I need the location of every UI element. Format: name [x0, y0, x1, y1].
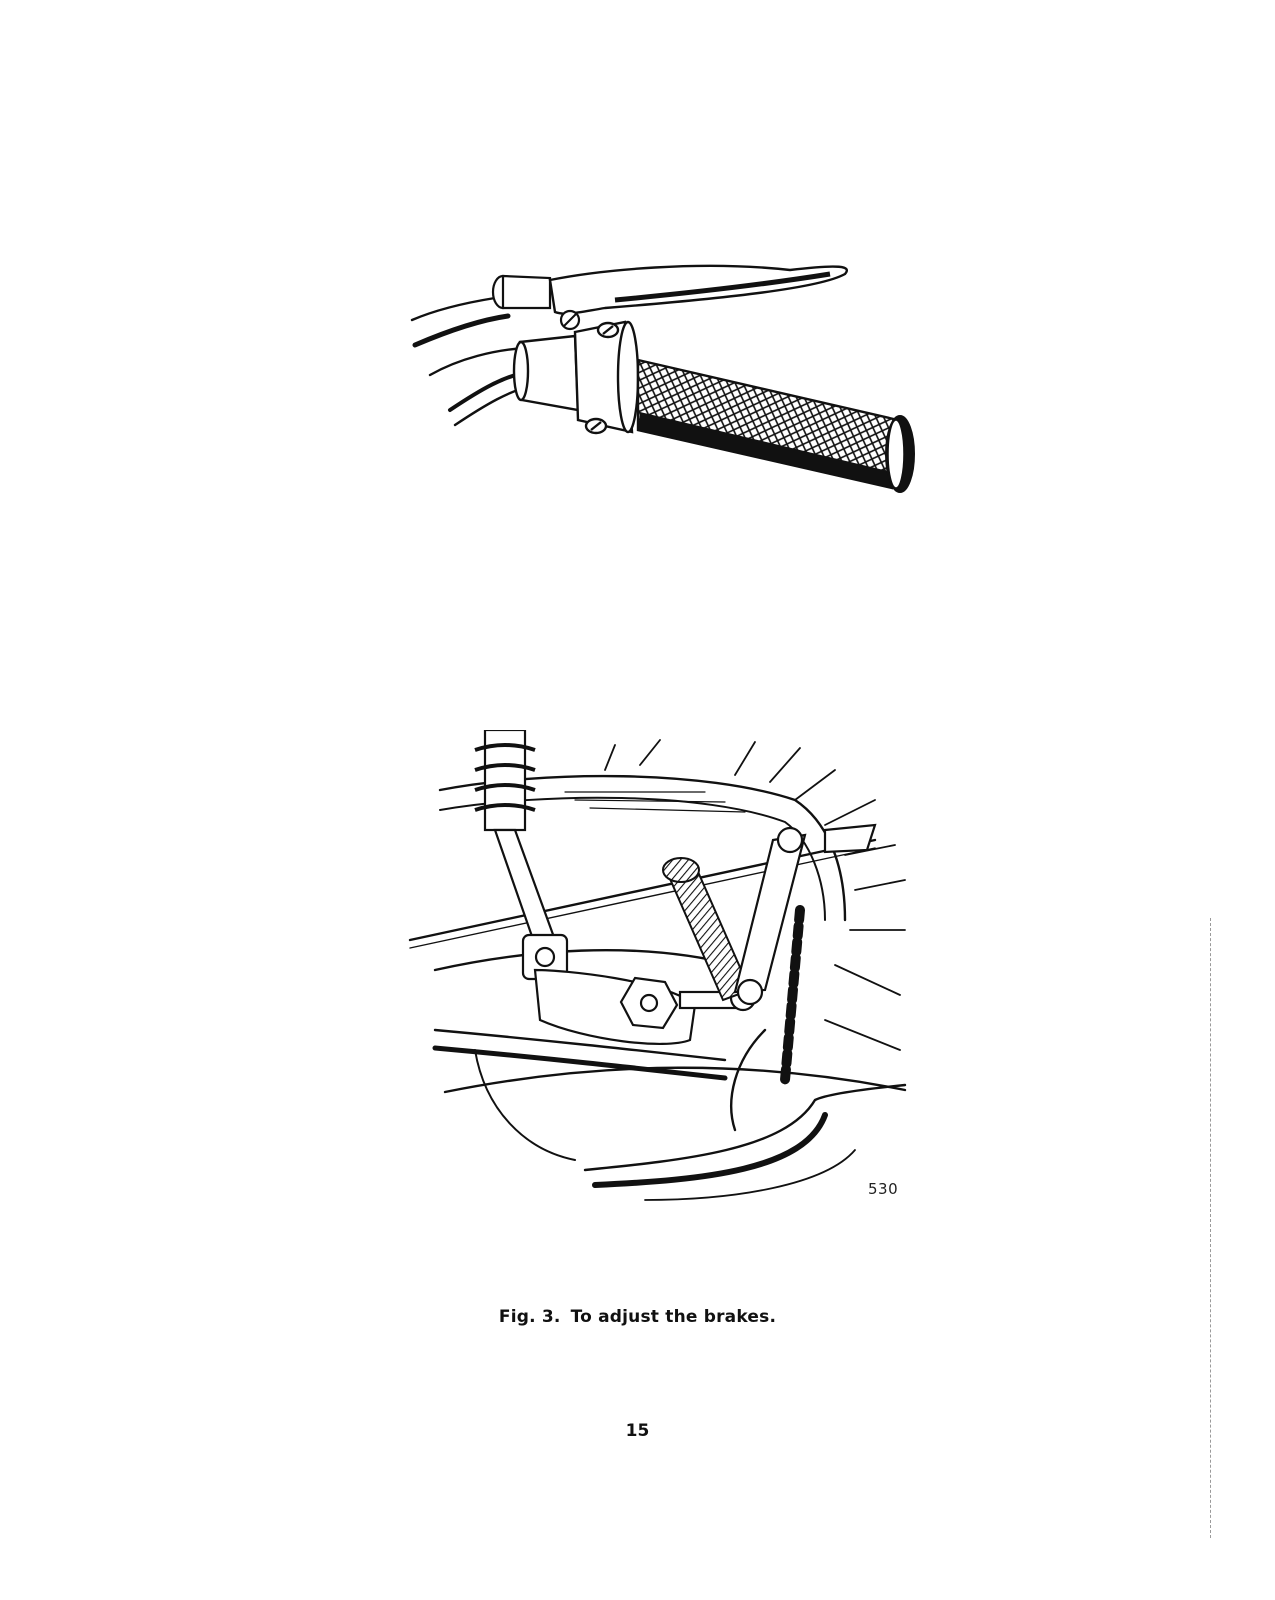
figure-label: Fig. 3. — [498, 1307, 561, 1327]
handlebar-brake-lever-illustration — [400, 250, 940, 520]
drawing-number: 530 — [868, 1180, 899, 1198]
figure-caption-text: To adjust the brakes. — [570, 1307, 777, 1327]
page-number: 15 — [625, 1421, 650, 1441]
figure-caption — [0, 1307, 1275, 1327]
rear-brake-adjuster-illustration — [405, 730, 925, 1240]
page-edge-dashed-line — [1210, 918, 1211, 1538]
